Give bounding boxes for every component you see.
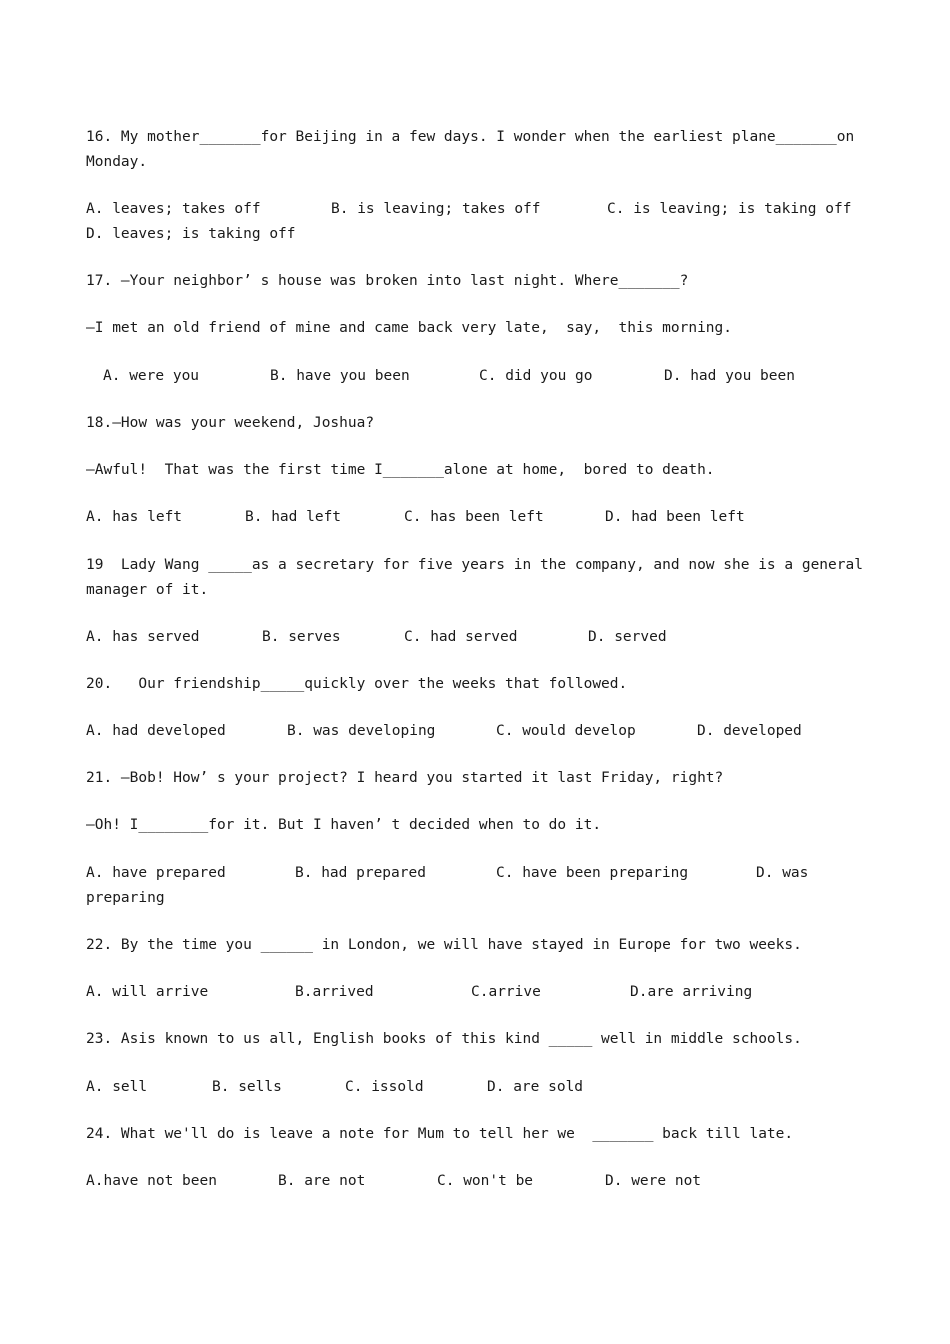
q22-stem: 22. By the time you ______ in London, we will have stayed in Europe for two weeks.	[86, 937, 802, 953]
q23-options	[86, 1077, 886, 1097]
q16-stem-line-1: 16. My mother_______for Beijing in a few days. I wonder when the earliest plane_______on	[86, 129, 855, 145]
q19-option-c: C. had served	[404, 629, 518, 645]
q23-option-c: C. issold	[345, 1079, 424, 1095]
q16-option-c: C. is leaving; is taking off	[607, 201, 852, 217]
q21-option-d-continued: preparing	[86, 890, 165, 906]
q19-option-a: A. has served	[86, 629, 200, 645]
q22-option-c: C.arrive	[471, 984, 541, 1000]
q19-stem-line-1: 19 Lady Wang _____as a secretary for five years in the company, and now she is a general	[86, 557, 863, 573]
q22-option-b: B.arrived	[295, 984, 374, 1000]
q20-option-d: D. developed	[697, 723, 802, 739]
q23-option-b: B. sells	[212, 1079, 282, 1095]
q20-option-c: C. would develop	[496, 723, 636, 739]
q18-option-b: B. had left	[245, 509, 342, 525]
q24-option-a: A.have not been	[86, 1173, 217, 1189]
q19-option-b: B. serves	[262, 629, 341, 645]
q19-options	[86, 627, 886, 647]
q16-stem-line-2: Monday.	[86, 154, 148, 170]
q21-option-a: A. have prepared	[86, 865, 226, 881]
q21-stem: 21. —Bob! How’ s your project? I heard you started it last Friday, right?	[86, 770, 724, 786]
q20-stem: 20. Our friendship_____quickly over the weeks that followed.	[86, 676, 628, 692]
q18-option-a: A. has left	[86, 509, 183, 525]
q22-options	[86, 982, 886, 1002]
q24-option-c: C. won't be	[437, 1173, 534, 1189]
q20-options	[86, 721, 886, 741]
q21-dialogue: —Oh! I________for it. But I haven’ t decided when to do it.	[86, 817, 602, 833]
q21-option-d: D. was	[756, 865, 809, 881]
q21-options	[86, 863, 886, 883]
q18-options	[86, 507, 886, 527]
q24-option-b: B. are not	[278, 1173, 366, 1189]
q17-options	[86, 366, 886, 386]
q20-option-b: B. was developing	[287, 723, 436, 739]
q16-option-d: D. leaves; is taking off	[86, 226, 296, 242]
q19-option-d: D. served	[588, 629, 667, 645]
q18-stem: 18.—How was your weekend, Joshua?	[86, 415, 375, 431]
q24-stem: 24. What we'll do is leave a note for Mum to tell her we _______ back till late.	[86, 1126, 794, 1142]
q18-option-c: C. has been left	[404, 509, 544, 525]
q21-option-c: C. have been preparing	[496, 865, 689, 881]
q22-option-d: D.are arriving	[630, 984, 753, 1000]
q17-option-d: D. had you been	[664, 368, 795, 384]
q20-option-a: A. had developed	[86, 723, 226, 739]
q17-option-c: C. did you go	[479, 368, 593, 384]
q16-option-a: A. leaves; takes off	[86, 201, 261, 217]
q17-dialogue: —I met an old friend of mine and came back very late, say, this morning.	[86, 320, 733, 336]
q21-option-b: B. had prepared	[295, 865, 426, 881]
q19-stem-line-2: manager of it.	[86, 582, 209, 598]
q23-stem: 23. Asis known to us all, English books of this kind _____ well in middle schools.	[86, 1031, 802, 1047]
q17-option-a: A. were you	[103, 368, 200, 384]
q17-stem: 17. —Your neighbor’ s house was broken into last night. Where_______?	[86, 273, 689, 289]
q16-options	[86, 199, 886, 219]
q18-option-d: D. had been left	[605, 509, 745, 525]
q22-option-a: A. will arrive	[86, 984, 209, 1000]
q18-dialogue: —Awful! That was the first time I_______alone at home, bored to death.	[86, 462, 715, 478]
q23-option-d: D. are sold	[487, 1079, 584, 1095]
q16-option-b: B. is leaving; takes off	[331, 201, 541, 217]
q24-option-d: D. were not	[605, 1173, 702, 1189]
q23-option-a: A. sell	[86, 1079, 148, 1095]
q17-option-b: B. have you been	[270, 368, 410, 384]
q24-options	[86, 1171, 886, 1191]
